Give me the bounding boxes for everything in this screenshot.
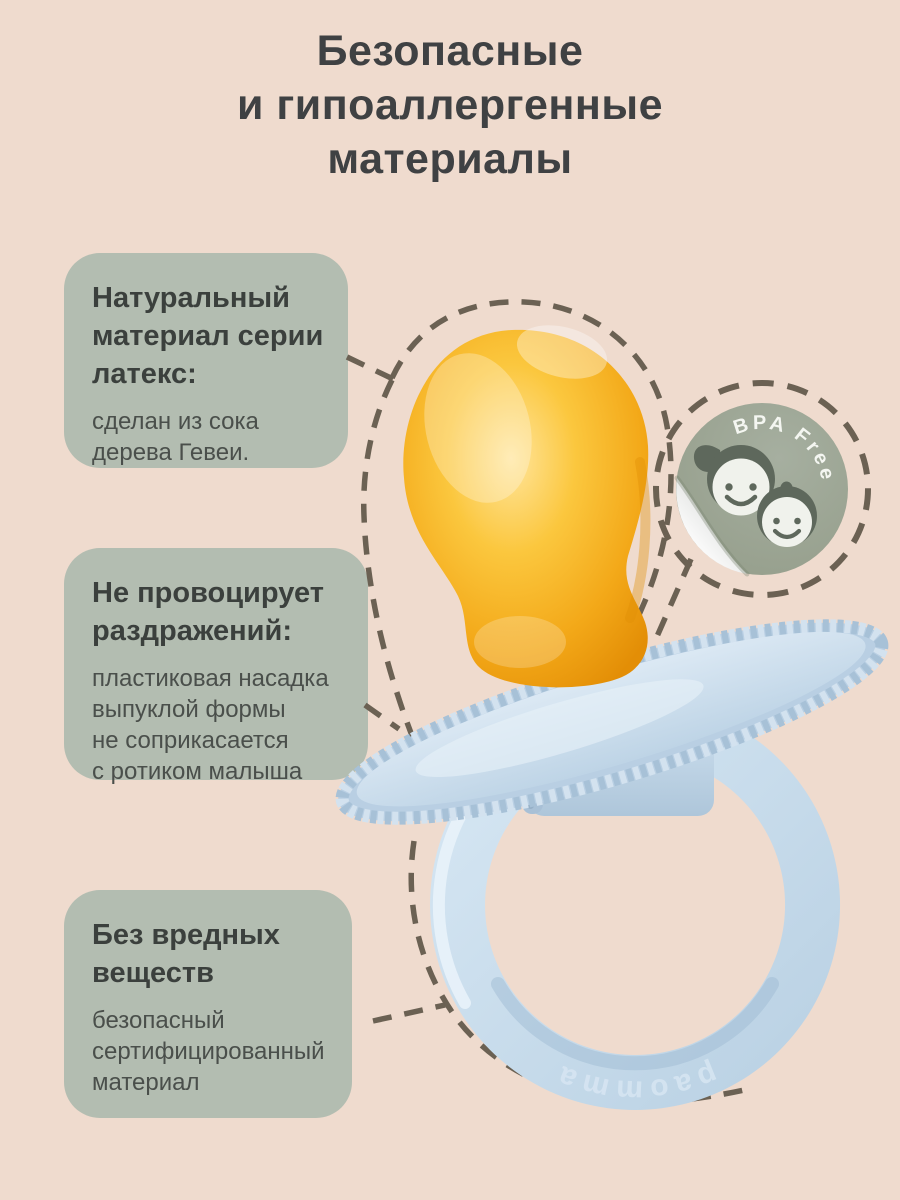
- callout-heading: Натуральный материал серии латекс:: [92, 282, 324, 390]
- connector-callout-3: [373, 1005, 445, 1021]
- bpa-badge: [676, 403, 848, 575]
- nipple: [403, 317, 648, 688]
- connector-badge: [655, 559, 691, 641]
- callout-body: сделан из сока дерева Гевеи.: [92, 408, 259, 466]
- connector-callout-2: [365, 705, 399, 729]
- brand-embossed-text: paomma: [547, 1057, 723, 1108]
- callout-heading: Не провоцирует раздражений:: [92, 577, 324, 647]
- badge-label: BPA Free: [730, 411, 840, 485]
- callout-body: безопасный сертифицированный материал: [92, 1007, 325, 1096]
- page-title: Безопасные и гипоаллергенные материалы: [236, 27, 664, 183]
- callout-heading: Без вредных веществ: [92, 919, 280, 989]
- connector-callout-1: [347, 357, 393, 379]
- callout-body: пластиковая насадка выпуклой формы не соприкасается с ротиком малыша: [92, 665, 329, 785]
